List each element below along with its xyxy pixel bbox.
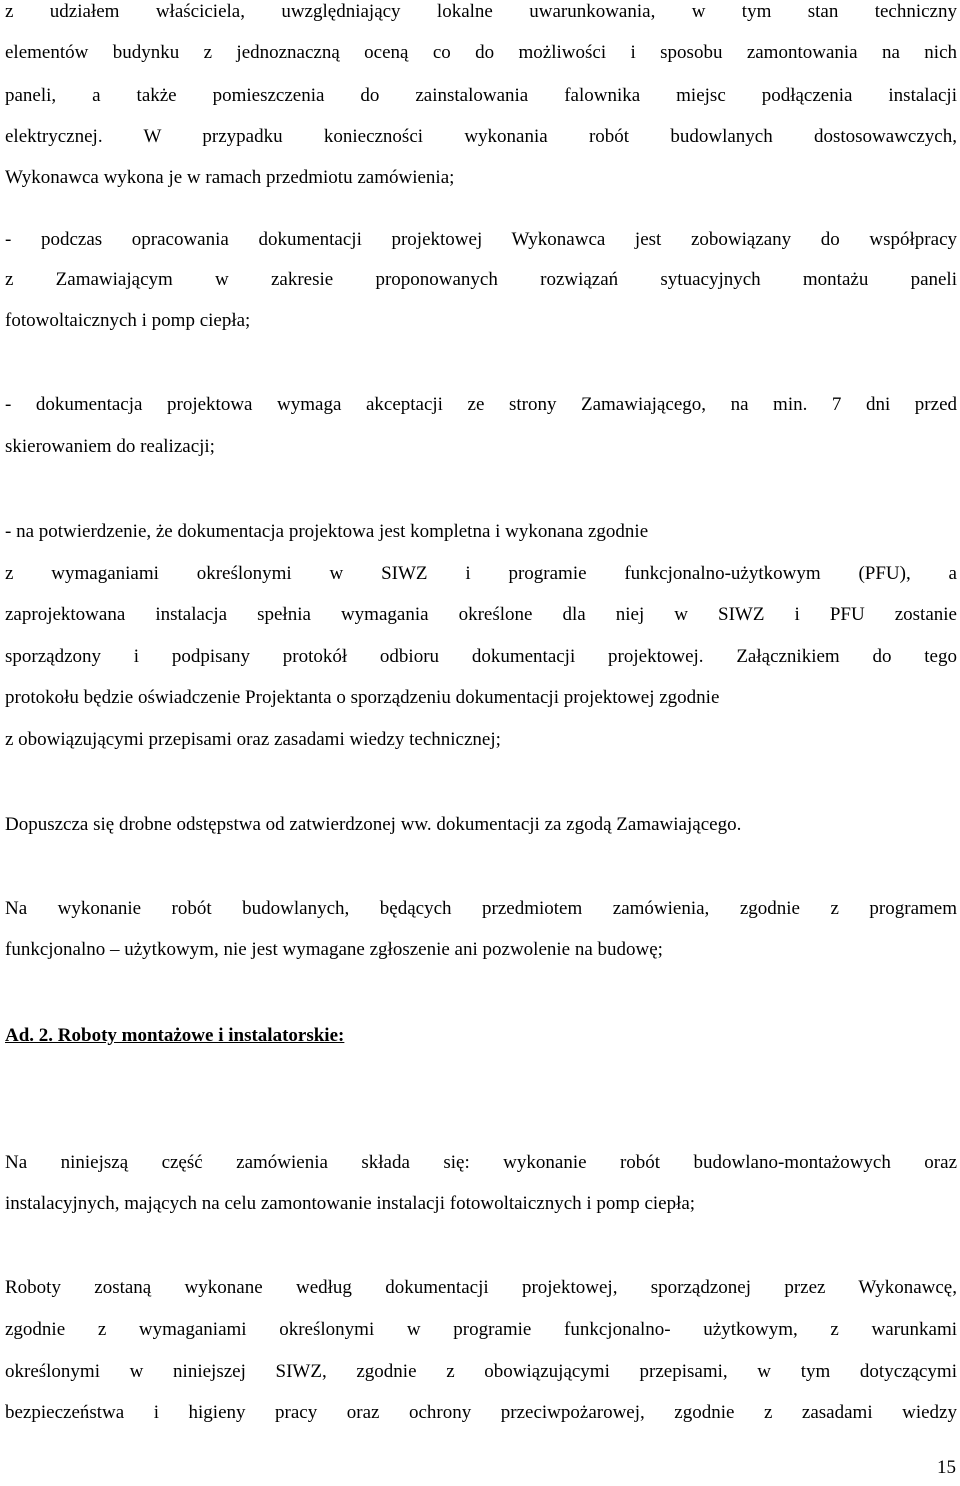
text-line: instalacyjnych, mających na celu zamontowanie instalacji fotowoltaicznych i pomp ciepła; <box>5 1193 696 1214</box>
text-line: określonymi w niniejszej SIWZ, zgodnie z obowiązującymi przepisami, w tym dotyczącymi <box>5 1361 957 1382</box>
text-line: fotowoltaicznych i pomp ciepła; <box>5 310 251 331</box>
text-line: funkcjonalno – użytkowym, nie jest wymagane zgłoszenie ani pozwolenie na budowę; <box>5 939 663 960</box>
text-line: - dokumentacja projektowa wymaga akceptacji ze strony Zamawiającego, na min. 7 dni przed <box>5 394 957 415</box>
text-line: zaprojektowana instalacja spełnia wymagania określone dla niej w SIWZ i PFU zostanie <box>5 604 957 625</box>
text-line: bezpieczeństwa i higieny pracy oraz ochrony przeciwpożarowej, zgodnie z zasadami wiedzy <box>5 1402 957 1423</box>
text-line: Dopuszcza się drobne odstępstwa od zatwierdzonej ww. dokumentacji za zgodą Zamawiającego. <box>5 814 742 835</box>
text-line: - na potwierdzenie, że dokumentacja projektowa jest kompletna i wykonana zgodnie <box>5 521 649 542</box>
text-line: skierowaniem do realizacji; <box>5 436 215 457</box>
text-line: Na niniejszą część zamówienia składa się: wykonanie robót budowlano-montażowych oraz <box>5 1152 957 1173</box>
text-line: Roboty zostaną wykonane według dokumentacji projektowej, sporządzonej przez Wykonawcę, <box>5 1277 957 1298</box>
text-line: - podczas opracowania dokumentacji projektowej Wykonawca jest zobowiązany do współpracy <box>5 229 957 250</box>
text-line: Wykonawca wykona je w ramach przedmiotu zamówienia; <box>5 167 455 188</box>
text-line: z Zamawiającym w zakresie proponowanych rozwiązań sytuacyjnych montażu paneli <box>5 269 957 290</box>
text-line: z obowiązującymi przepisami oraz zasadami wiedzy technicznej; <box>5 729 501 750</box>
text-line: elementów budynku z jednoznaczną oceną co do możliwości i sposobu zamontowania na nich <box>5 42 957 63</box>
section-heading: Ad. 2. Roboty montażowe i instalatorskie: <box>5 1025 345 1046</box>
text-line: elektrycznej. W przypadku konieczności wykonania robót budowlanych dostosowawczych, <box>5 126 957 147</box>
text-line: protokołu będzie oświadczenie Projektanta o sporządzeniu dokumentacji projektowej zgodnie <box>5 687 720 708</box>
text-line: Na wykonanie robót budowlanych, będących przedmiotem zamówienia, zgodnie z programem <box>5 898 957 919</box>
text-line: sporządzony i podpisany protokół odbioru dokumentacji projektowej. Załącznikiem do tego <box>5 646 957 667</box>
text-line: paneli, a także pomieszczenia do zainstalowania falownika miejsc podłączenia instalacji <box>5 85 957 106</box>
text-line: z udziałem właściciela, uwzględniający lokalne uwarunkowania, w tym stan techniczny <box>5 1 957 22</box>
text-line: zgodnie z wymaganiami określonymi w programie funkcjonalno- użytkowym, z warunkami <box>5 1319 957 1340</box>
page-number: 15 <box>937 1457 956 1478</box>
text-line: z wymaganiami określonymi w SIWZ i programie funkcjonalno-użytkowym (PFU), a <box>5 563 957 584</box>
